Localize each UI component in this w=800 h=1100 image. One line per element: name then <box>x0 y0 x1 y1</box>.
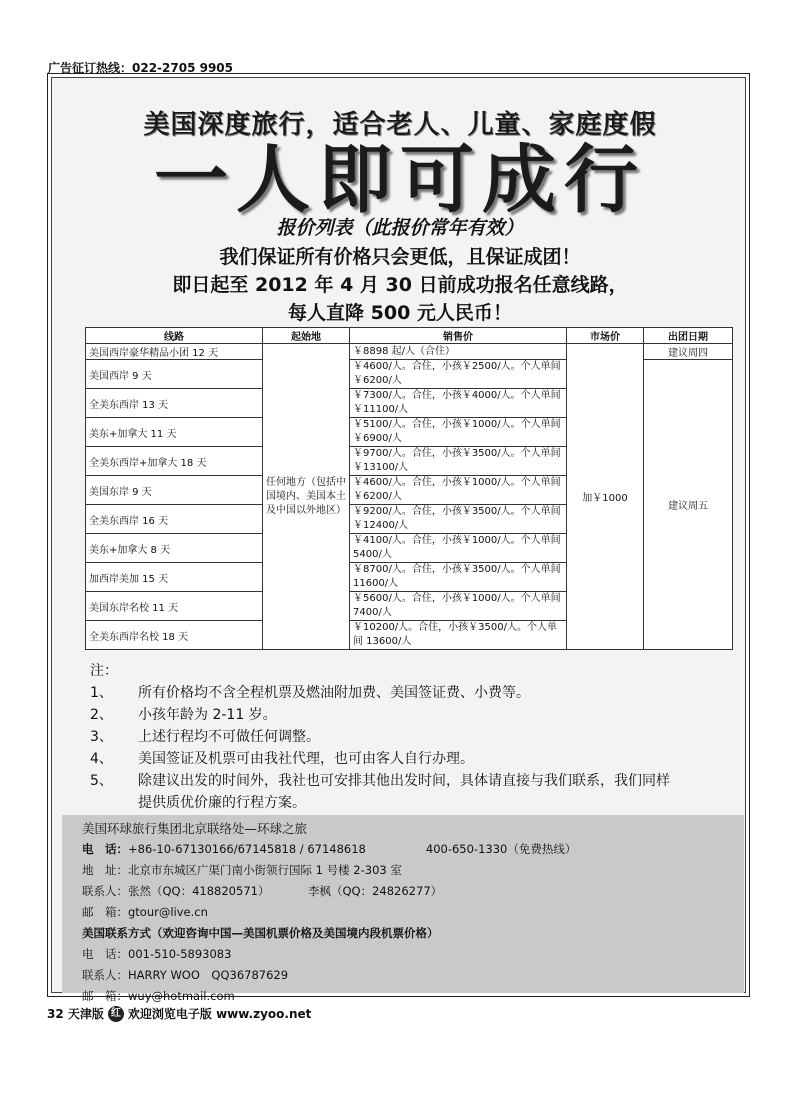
header-price: 销售价 <box>350 328 567 344</box>
price-list-title: 报价列表（此报价常年有效） <box>276 217 524 239</box>
note-item <box>90 682 678 704</box>
header-date: 出团日期 <box>644 328 733 344</box>
guarantee-text: 我们保证所有价格只会更低，且保证成团！ <box>219 246 581 268</box>
headline-subtitle: 美国深度旅行，适合老人、儿童、家庭度假 <box>143 110 657 140</box>
route-cell: 美国东岸 9 天 <box>86 476 263 505</box>
price-cell: ￥9700/人。合住，小孩￥3500/人。个人单间￥13100/人 <box>350 447 567 476</box>
price-cell: ￥9200/人。合住，小孩￥3500/人。个人单间￥12400/人 <box>350 505 567 534</box>
red-edition-badge: 红 <box>108 1006 124 1022</box>
ad-hotline: 广告征订热线：022-2705 9905 <box>48 61 234 75</box>
route-cell: 美国西岸 9 天 <box>86 360 263 389</box>
page-footer <box>47 1005 311 1022</box>
notes-section <box>90 660 678 814</box>
route-cell: 全美东西岸 13 天 <box>86 389 263 418</box>
address-row <box>82 860 744 881</box>
us-phone-label: 电 话： <box>82 947 128 961</box>
header-market: 市场价 <box>567 328 644 344</box>
phone-row <box>82 839 744 860</box>
us-email-label: 邮 箱： <box>82 989 128 1003</box>
us-person-label: 联系人： <box>82 968 128 982</box>
price-cell: ￥8898 起/人（合住） <box>350 344 567 360</box>
discount-text: 每人直降 500 元人民币！ <box>288 302 512 324</box>
us-contact-title: 美国联系方式（欢迎咨询中国—美国机票价格及美国境内段机票价格） <box>82 926 439 940</box>
route-cell: 美国西岸豪华精品小团 12 天 <box>86 344 263 360</box>
route-cell: 美东+加拿大 11 天 <box>86 418 263 447</box>
note-number: 2、 <box>90 707 113 723</box>
route-cell: 美东+加拿大 8 天 <box>86 534 263 563</box>
note-item <box>90 704 678 726</box>
route-cell: 全美东西岸 16 天 <box>86 505 263 534</box>
contact-section <box>62 815 744 1003</box>
contact-person-row <box>82 881 744 902</box>
note-number: 5、 <box>90 773 113 789</box>
route-cell: 全美东西岸+加拿大 18 天 <box>86 447 263 476</box>
person-label: 联系人： <box>82 884 128 898</box>
price-cell: ￥4600/人。合住，小孩￥1000/人。个人单间￥6200/人 <box>350 476 567 505</box>
price-cell: ￥5600/人。合住，小孩￥1000/人。个人单间 7400/人 <box>350 592 567 621</box>
note-number: 1、 <box>90 685 113 701</box>
company-name: 美国环球旅行集团北京联络处—环球之旅 <box>82 821 308 836</box>
note-number: 4、 <box>90 751 113 767</box>
table-header-row <box>86 328 733 344</box>
email-label: 邮 箱： <box>82 905 128 919</box>
us-person-value: HARRY WOO QQ36787629 <box>128 968 289 982</box>
address-value: 北京市东城区广渠门南小街领行国际 1 号楼 2-303 室 <box>128 863 402 877</box>
note-item <box>90 726 678 748</box>
price-cell: ￥8700/人。合住，小孩￥3500/人。个人单间 11600/人 <box>350 563 567 592</box>
price-cell: ￥4100/人。合住，小孩￥1000/人。个人单间 5400/人 <box>350 534 567 563</box>
price-table <box>85 327 733 650</box>
route-cell: 美国东岸名校 11 天 <box>86 592 263 621</box>
address-label: 地 址： <box>82 863 128 877</box>
email-row <box>82 902 744 923</box>
header-start: 起始地 <box>263 328 350 344</box>
header-route: 线路 <box>86 328 263 344</box>
note-text: 小孩年龄为 2-11 岁。 <box>138 707 277 723</box>
start-place-cell: 任何地方（包括中国境内、美国本土及中国以外地区） <box>263 344 350 650</box>
phone-label: 电 话： <box>82 842 128 856</box>
page-number: 32 天津版 <box>47 1007 104 1021</box>
promo-text: 即日起至 2012 年 4 月 30 日前成功报名任意线路， <box>172 274 628 296</box>
note-item <box>90 748 678 770</box>
price-cell: ￥5100/人。合住，小孩￥1000/人。个人单间￥6900/人 <box>350 418 567 447</box>
date-cell-rest: 建议周五 <box>644 360 733 650</box>
price-cell: ￥4600/人。合住，小孩￥2500/人。个人单间￥6200/人 <box>350 360 567 389</box>
note-text: 美国签证及机票可由我社代理，也可由客人自行办理。 <box>138 751 474 767</box>
footer-text[interactable]: 欢迎浏览电子版 www.zyoo.net <box>127 1007 312 1021</box>
phone-value: +86-10-67130166/67145818 / 67148618 <box>128 842 366 856</box>
note-text: 上述行程均不可做任何调整。 <box>138 729 320 745</box>
price-cell: ￥7300/人。合住，小孩￥4000/人。个人单间￥11100/人 <box>350 389 567 418</box>
date-cell-first: 建议周四 <box>644 344 733 360</box>
route-cell: 全美东西岸名校 18 天 <box>86 621 263 650</box>
note-number: 3、 <box>90 729 113 745</box>
us-phone-value: 001-510-5893083 <box>128 947 232 961</box>
person-1: 张然（QQ：418820571） <box>128 884 270 898</box>
us-email-value[interactable]: wuy@hotmail.com <box>128 989 235 1003</box>
us-email-row <box>82 986 744 1007</box>
headline-main: 一人即可成行 <box>154 137 646 223</box>
note-text: 所有价格均不含全程机票及燃油附加费、美国签证费、小费等。 <box>138 685 530 701</box>
us-person-row <box>82 965 744 986</box>
person-2: 李枫（QQ：24826277） <box>308 884 443 898</box>
market-price-cell: 加￥1000 <box>567 344 644 650</box>
free-hotline: 400-650-1330（免费热线） <box>425 842 577 856</box>
note-text: 除建议出发的时间外，我社也可安排其他出发时间，具体请直接与我们联系，我们同样提供质优价廉的行程方案。 <box>138 773 670 811</box>
note-item <box>90 770 678 814</box>
route-cell: 加西岸美加 15 天 <box>86 563 263 592</box>
notes-title: 注： <box>90 663 118 679</box>
price-cell: ￥10200/人。合住，小孩￥3500/人。个人单间 13600/人 <box>350 621 567 650</box>
us-phone-row <box>82 944 744 965</box>
table-row <box>86 344 733 360</box>
email-value[interactable]: gtour@live.cn <box>128 905 208 919</box>
